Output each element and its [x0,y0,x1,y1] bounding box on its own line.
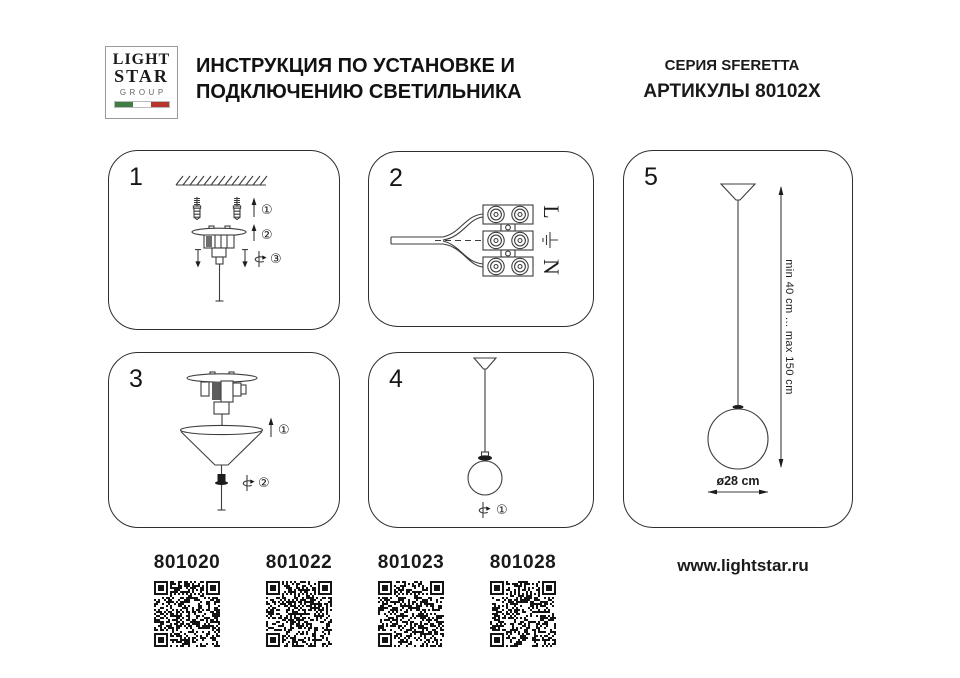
diameter-dimension [708,490,769,495]
cord-grip [215,465,228,510]
page-title-line1: ИНСТРУКЦИЯ ПО УСТАНОВКЕ И [196,55,515,77]
rotation-arrow-icon [255,251,266,267]
step-5-panel [623,150,853,528]
step-1-diagram [109,151,339,328]
step-3-number: 3 [129,365,143,393]
article-item [244,552,354,652]
series-label: СЕРИЯ SFERETTA [664,57,800,74]
page-title [196,53,556,105]
screw-icon [195,249,201,268]
step-5-number: 5 [644,163,658,191]
terminal-label-live: L [538,205,564,219]
suspension-cord [216,264,224,301]
lightstar-logo [105,46,178,119]
article-code: 801020 [153,552,221,573]
callout-1: ① [278,423,290,438]
height-dimension-label: min 40 cm ... max 150 cm [783,259,796,395]
callout-2: ② [261,228,273,243]
logo-text-light: LIGHT [112,51,171,68]
website-link[interactable]: www.lightstar.ru [677,556,809,575]
wall-anchor-icon [233,197,240,220]
arrow-up-icon [252,224,257,241]
step-1-number: 1 [129,163,143,191]
callout-3: ③ [270,252,282,267]
height-dimension [779,186,784,468]
step-4-diagram [369,353,593,526]
step-3-diagram [109,353,339,526]
pendant-lamp [708,184,768,469]
pendant-assembly [468,358,502,495]
header-right [618,57,846,103]
step-5-diagram [624,151,852,526]
cone-canopy [181,425,263,465]
qr-code [154,581,220,647]
rotation-arrow-icon [243,475,254,491]
step-4-panel [368,352,594,528]
step-2-diagram [369,152,593,325]
logo-text-group: GROUP [119,88,167,97]
step-3-panel [108,352,340,528]
article-code: 801028 [489,552,557,573]
italian-flag-icon [114,101,170,108]
earth-symbol [543,232,558,248]
screw-icon [242,249,248,268]
qr-code [378,581,444,647]
articles-label: АРТИКУЛЫ 80102X [643,81,821,102]
diameter-dimension-label: ø28 cm [716,474,760,488]
arrow-up-icon [269,418,274,438]
callout-2: ② [258,476,270,491]
step-2-panel [368,151,594,327]
wall-anchor-icon [193,197,200,220]
arrow-up-icon [252,198,257,218]
article-code: 801022 [265,552,333,573]
callout-1: ① [261,203,273,218]
article-item [468,552,578,652]
step-2-number: 2 [389,164,403,192]
ceiling-plate [192,226,246,264]
logo-text-star: STAR [114,66,169,86]
rotation-arrow-icon [479,502,490,518]
qr-code [490,581,556,647]
article-item [356,552,466,652]
article-item [132,552,242,652]
article-code: 801023 [377,552,445,573]
qr-code [266,581,332,647]
terminal-label-neutral: N [538,259,564,275]
callout-1: ① [496,503,508,518]
terminal-block [483,205,533,276]
step-1-panel [108,150,340,330]
ceiling-mount [187,372,257,426]
ceiling-hatch [176,176,267,185]
page-title-line2: ПОДКЛЮЧЕНИЮ СВЕТИЛЬНИКА [196,81,522,103]
mains-cable [391,214,483,267]
step-4-number: 4 [389,365,403,393]
